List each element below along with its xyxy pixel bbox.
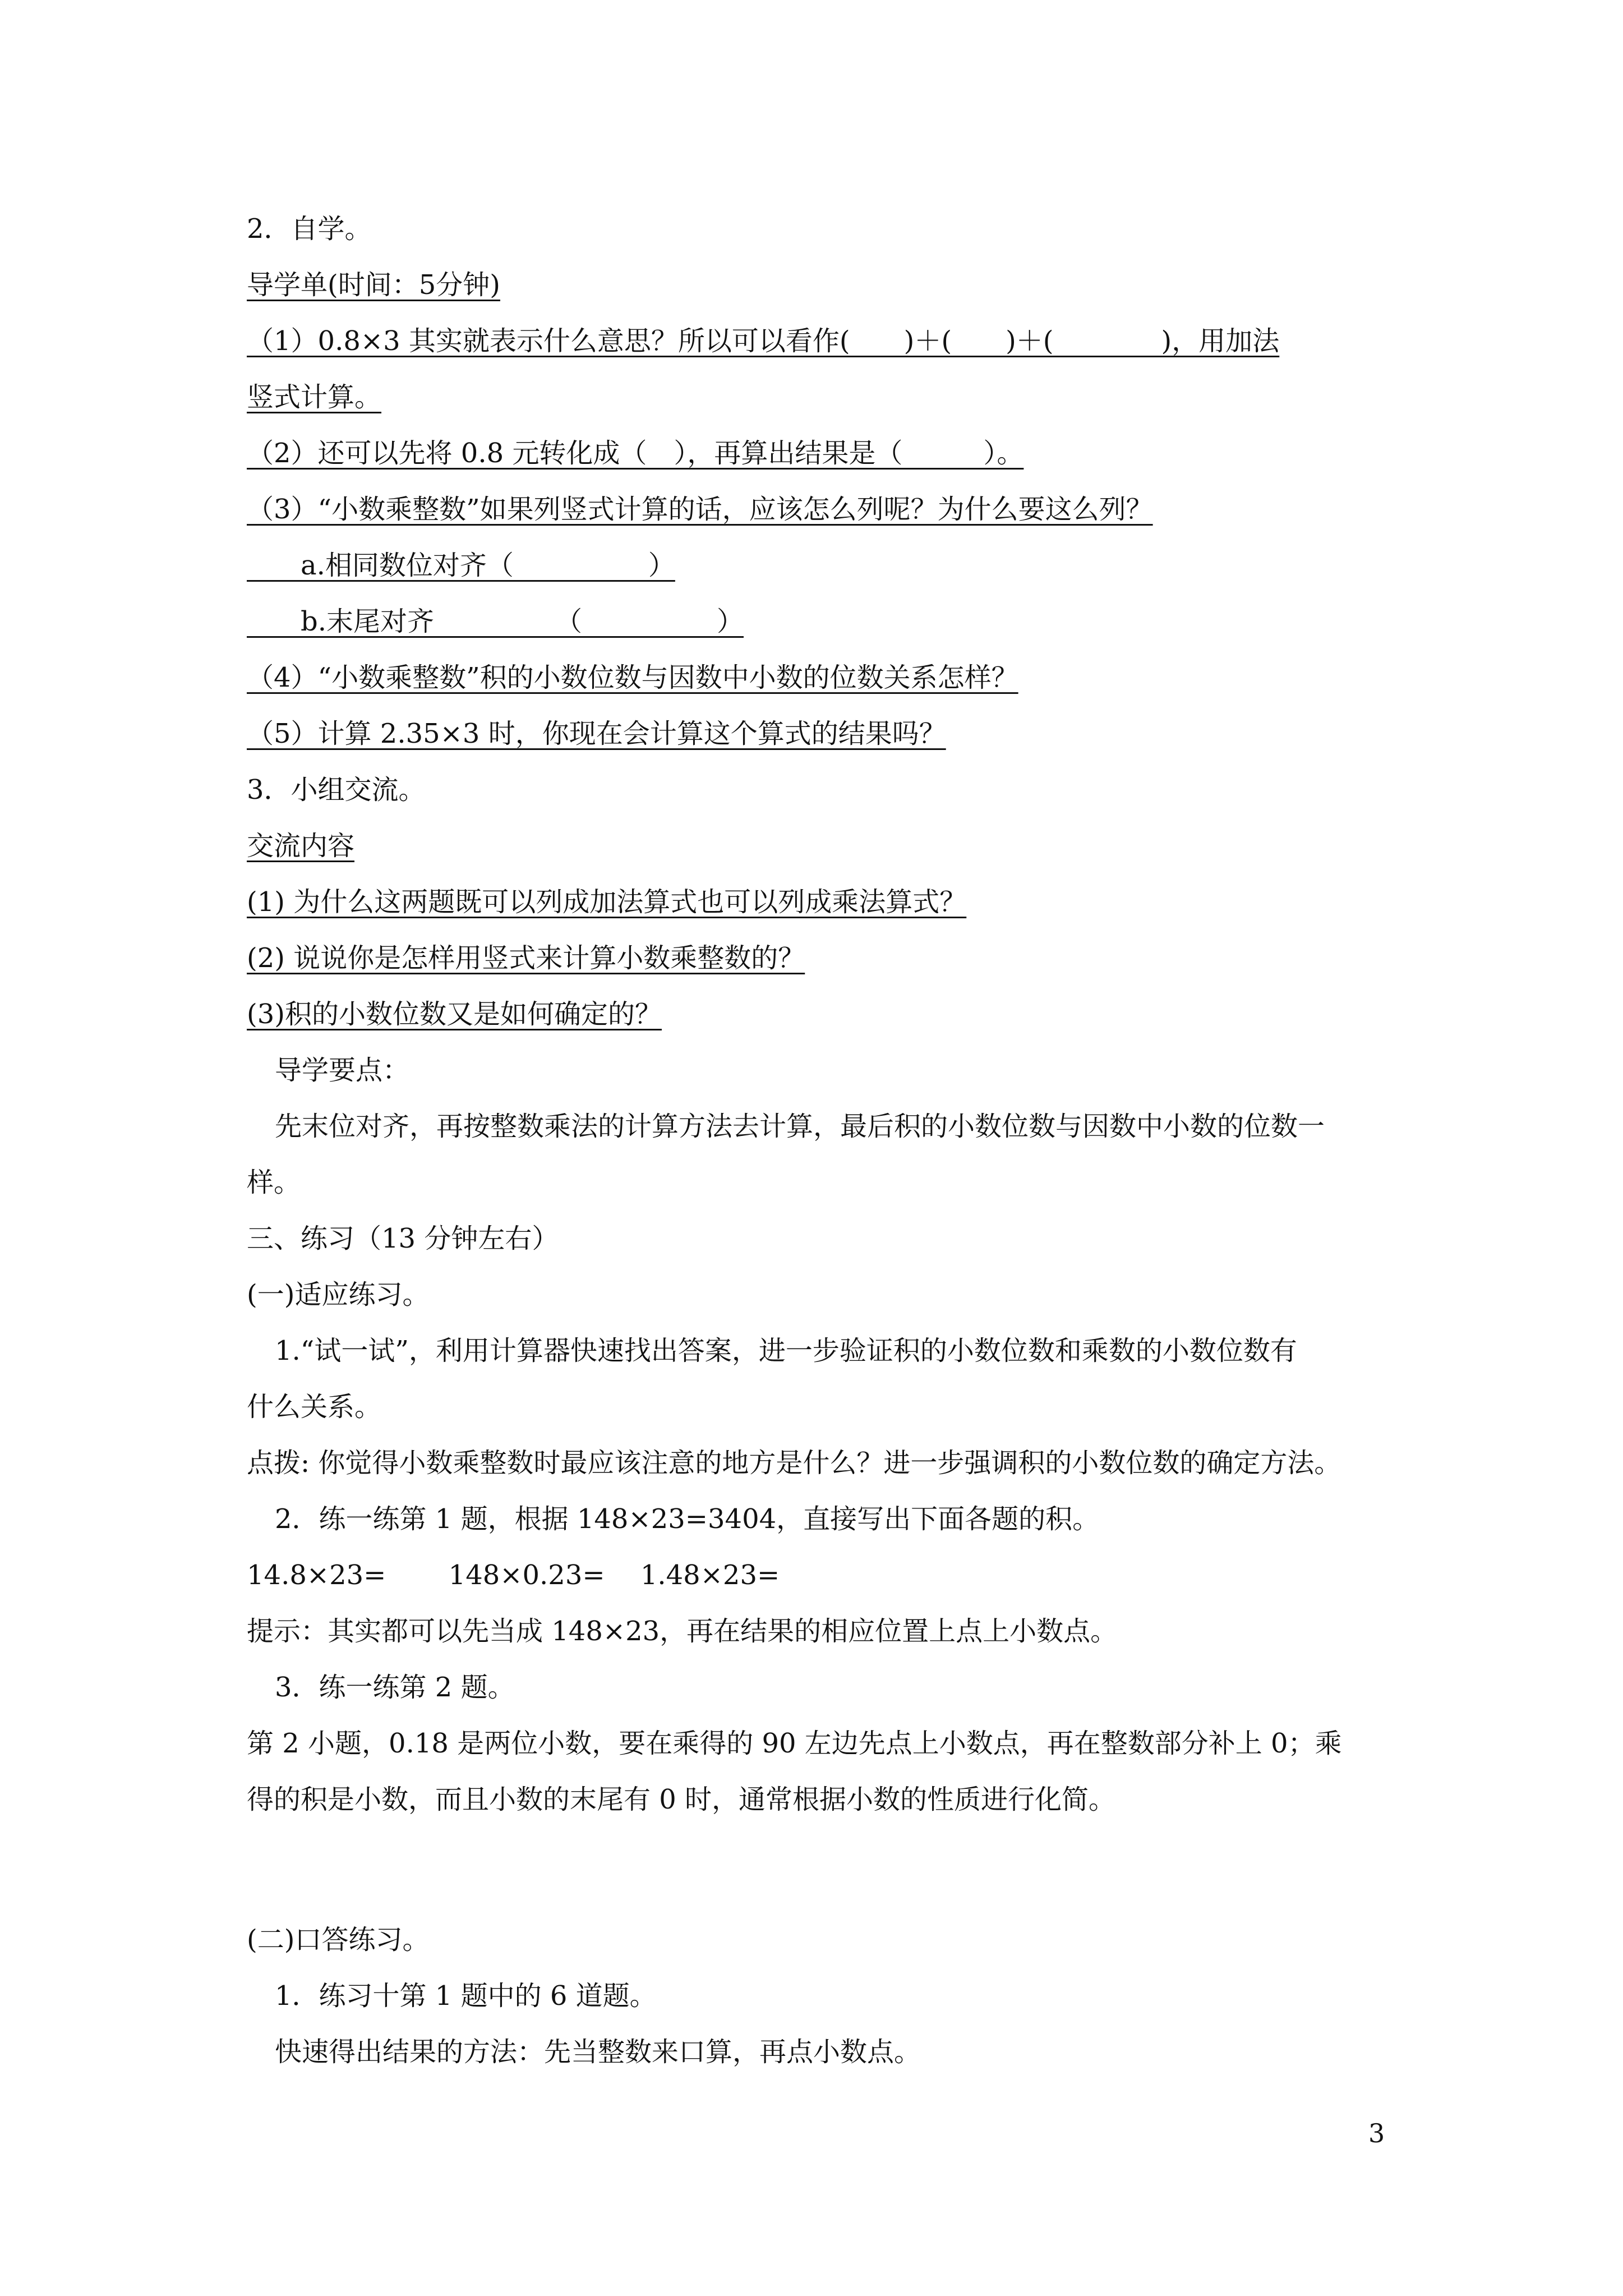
guide-question-4: （4）“小数乘整数”积的小数位数与因数中小数的位数关系怎样？ — [247, 662, 1018, 693]
hint-pointer: 点拨: 你觉得小数乘整数时最应该注意的地方是什么？进一步强调积的小数位数的确定方法。 — [247, 1447, 1341, 1479]
guide-option-b: b.末尾对齐 （ ） — [247, 606, 744, 637]
guide-question-1-cont: 竖式计算。 — [247, 381, 382, 413]
practice-item-2-tip: 提示：其实都可以先当成 148×23，再在结果的相应位置上点上小数点。 — [247, 1616, 1118, 1647]
practice-item-2-expressions: 14.8×23= 148×0.23= 1.48×23= — [247, 1559, 780, 1591]
guide-question-5: （5）计算 2.35×3 时，你现在会计算这个算式的结果吗？ — [247, 718, 946, 749]
key-points-text-cont: 样。 — [247, 1167, 301, 1198]
guide-question-3: （3）“小数乘整数”如果列竖式计算的话，应该怎么列呢？为什么要这么列？ — [247, 494, 1153, 525]
practice-item-3: 3．练一练第 2 题。 — [275, 1672, 515, 1703]
section-heading-self-study: 2．自学。 — [247, 213, 372, 245]
discussion-item-1: (1) 为什么这两题既可以列成加法算式也可以列成乘法算式？ — [247, 886, 967, 918]
oral-practice-item-1: 1．练习十第 1 题中的 6 道题。 — [275, 1980, 657, 2012]
key-points-text: 先末位对齐，再按整数乘法的计算方法去计算，最后积的小数位数与因数中小数的位数一 — [275, 1111, 1325, 1142]
key-points-title: 导学要点： — [275, 1055, 410, 1086]
section-heading-practice: 三、练习（13 分钟左右） — [247, 1223, 559, 1254]
guide-question-1: （1）0.8×3 其实就表示什么意思？所以可以看作( )＋( )＋( )，用加法 — [247, 325, 1280, 357]
oral-practice-method: 快速得出结果的方法：先当整数来口算，再点小数点。 — [275, 2036, 921, 2068]
discussion-item-2: (2) 说说你是怎样用竖式来计算小数乘整数的？ — [247, 942, 805, 974]
practice-item-3-note: 第 2 小题，0.18 是两位小数，要在乘得的 90 左边先点上小数点，再在整数部分补上 0；乘 — [247, 1728, 1342, 1759]
practice-item-3-note-cont: 得的积是小数，而且小数的末尾有 0 时，通常根据小数的性质进行化简。 — [247, 1784, 1116, 1815]
guide-question-2: （2）还可以先将 0.8 元转化成（ ），再算出结果是（ ）。 — [247, 438, 1024, 469]
page-number: 3 — [1368, 2118, 1385, 2148]
guide-sheet-title: 导学单(时间：5分钟) — [247, 269, 500, 301]
subsection-oral-practice: (二)口答练习。 — [247, 1924, 430, 1955]
guide-option-a: a.相同数位对齐（ ） — [247, 550, 675, 581]
practice-item-2: 2．练一练第 1 题，根据 148×23=3404，直接写出下面各题的积。 — [275, 1503, 1100, 1535]
discussion-item-3: (3)积的小数位数又是如何确定的？ — [247, 999, 662, 1030]
practice-item-1-cont: 什么关系。 — [247, 1391, 382, 1423]
section-heading-group-discussion: 3．小组交流。 — [247, 774, 426, 806]
discussion-title: 交流内容 — [247, 830, 355, 862]
subsection-adaptive-practice: (一)适应练习。 — [247, 1279, 430, 1310]
practice-item-1: 1.“试一试”，利用计算器快速找出答案，进一步验证积的小数位数和乘数的小数位数有 — [275, 1335, 1297, 1366]
